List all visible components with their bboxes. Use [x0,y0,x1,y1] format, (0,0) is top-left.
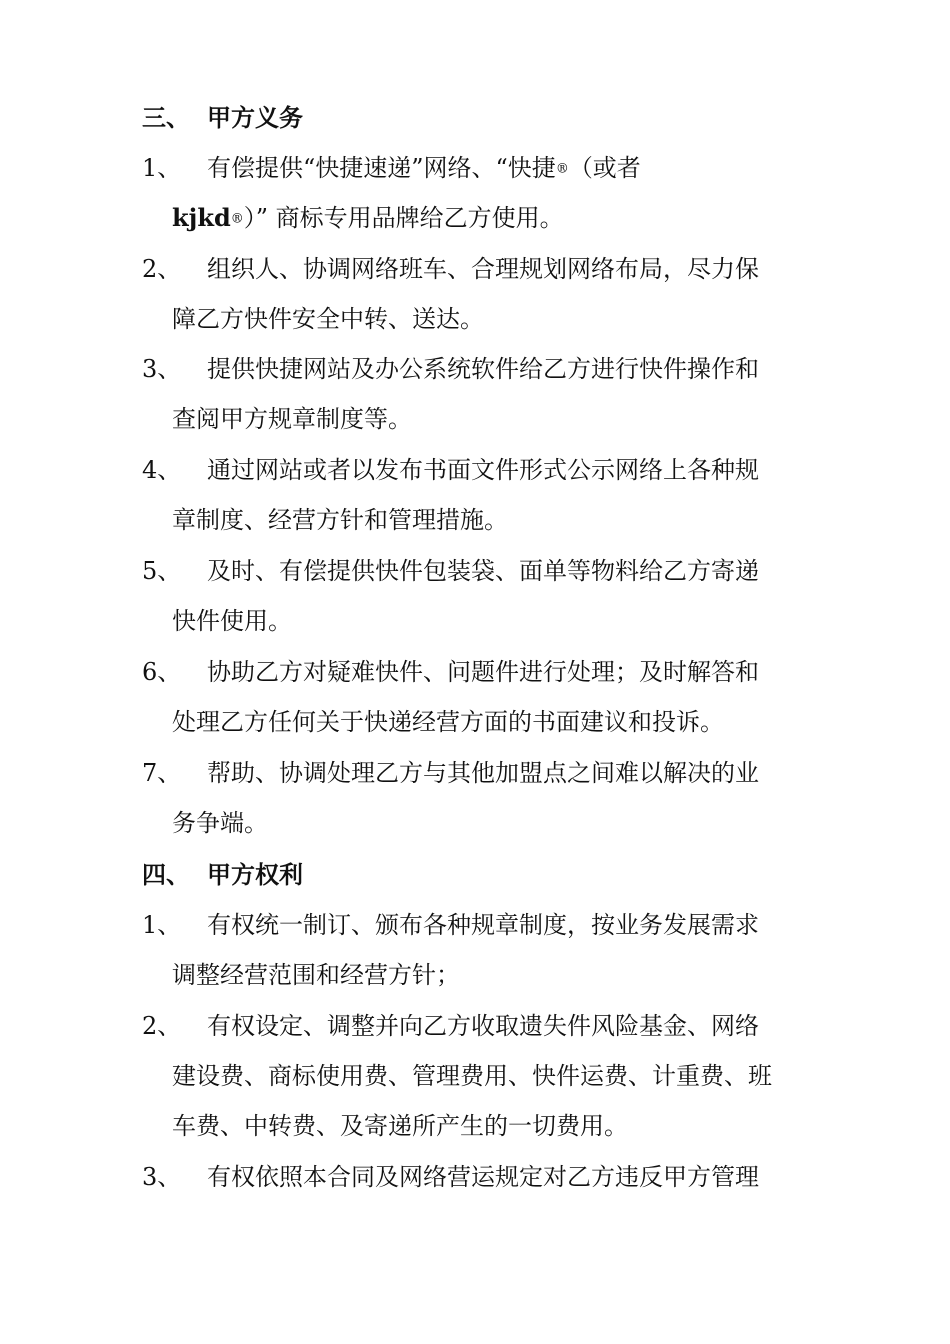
item-text [172,202,564,236]
item-text: 及时、有偿提供快件包装袋、面单等物料给乙方寄递 [207,557,759,585]
item-text: 通过网站或者以发布书面文件形式公示网络上各种规 [207,456,759,484]
item-text: 章制度、经营方针和管理措施。 [172,506,508,534]
item-text: 调整经营范围和经营方针； [172,961,460,989]
item-text-part: 有偿提供“快捷速递”网络、“快捷 [207,154,556,182]
item-text: 查阅甲方规章制度等。 [172,405,412,433]
item-text [207,152,641,186]
section-number: 四、 [142,860,190,889]
item-number: 3、 [142,1163,182,1191]
item-text: 建设费、商标使用费、管理费用、快件运费、计重费、班 [172,1062,772,1090]
item-text: 快件使用。 [172,607,292,635]
item-text: 车费、中转费、及寄递所产生的一切费用。 [172,1112,628,1140]
item-text: 帮助、协调处理乙方与其他加盟点之间难以解决的业 [207,759,759,787]
brand-code: kjkd [172,203,231,232]
item-text: 提供快捷网站及办公系统软件给乙方进行快件操作和 [207,355,759,383]
item-number: 3、 [142,355,182,383]
registered-mark: ® [555,161,569,177]
item-text: 障乙方快件安全中转、送达。 [172,305,484,333]
item-number: 4、 [142,456,182,484]
section-title: 甲方义务 [207,103,303,132]
item-text: 协助乙方对疑难快件、问题件进行处理；及时解答和 [207,658,759,686]
item-number: 1、 [142,154,182,182]
item-number: 2、 [142,255,182,283]
item-text: 有权统一制订、颁布各种规章制度，按业务发展需求 [207,911,759,939]
section-number: 三、 [142,103,190,132]
item-text: 务争端。 [172,809,268,837]
item-text: 处理乙方任何关于快递经营方面的书面建议和投诉。 [172,708,724,736]
registered-mark: ® [230,211,244,227]
item-number: 1、 [142,911,182,939]
item-text-part: ）” 商标专用品牌给乙方使用。 [243,204,564,232]
section-title: 甲方权利 [207,860,303,889]
item-text: 组织人、协调网络班车、合理规划网络布局，尽力保 [207,255,759,283]
item-number: 7、 [142,759,182,787]
item-number: 5、 [142,557,182,585]
item-text: 有权依照本合同及网络营运规定对乙方违反甲方管理 [207,1163,759,1191]
item-number: 6、 [142,658,182,686]
item-text: 有权设定、调整并向乙方收取遗失件风险基金、网络 [207,1012,759,1040]
item-number: 2、 [142,1012,182,1040]
item-text-part: （或者 [568,154,641,182]
